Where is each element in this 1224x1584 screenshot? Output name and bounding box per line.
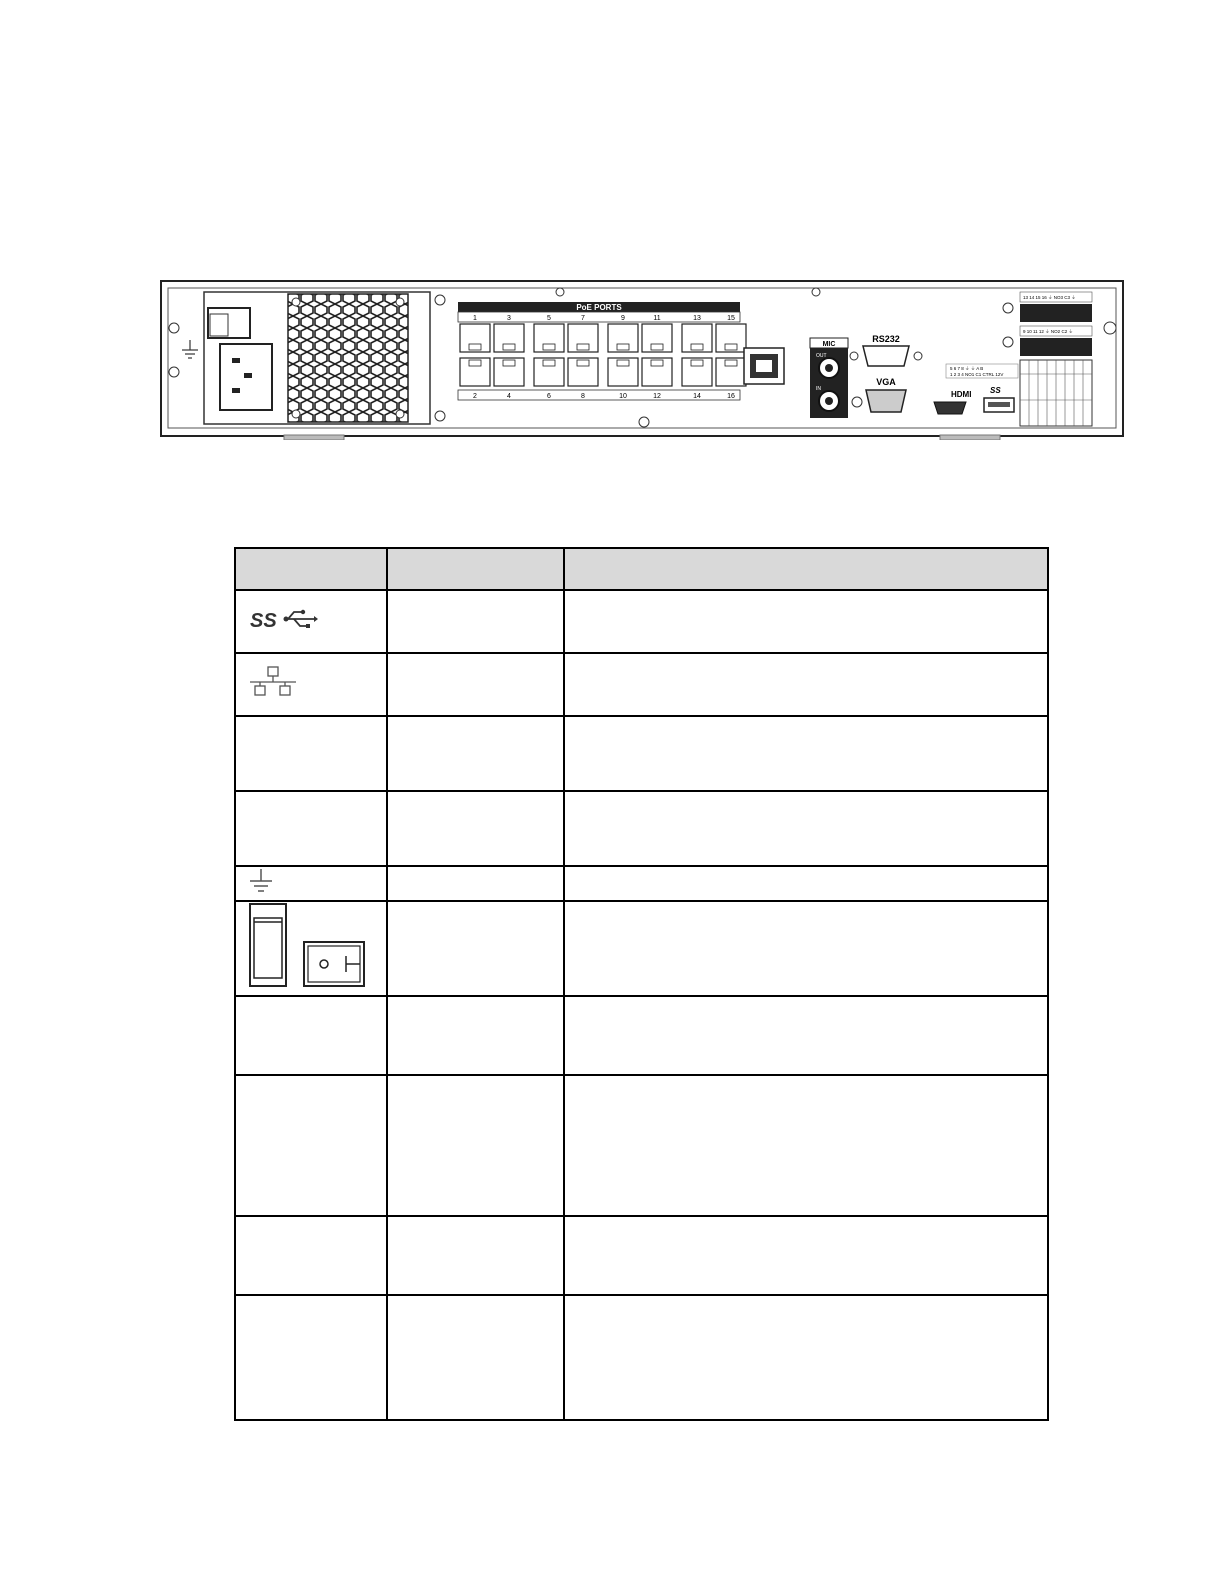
- row-function: [564, 1075, 1048, 1216]
- poe-port-latch: [543, 360, 555, 366]
- poe-port-latch: [469, 344, 481, 350]
- poe-header-label: PoE PORTS: [576, 303, 622, 312]
- poe-port-latch: [577, 344, 589, 350]
- row-function: [564, 1216, 1048, 1295]
- row-port-name: [387, 1216, 564, 1295]
- table-row: [235, 791, 1048, 866]
- poe-port-number-top: 3: [507, 315, 511, 322]
- poe-port-number-bottom: 16: [727, 393, 735, 400]
- table-header-row: [235, 548, 1048, 590]
- poe-port-latch: [503, 344, 515, 350]
- port-spec-table: [234, 547, 1049, 1421]
- row-port-name: [387, 653, 564, 716]
- header-function: [564, 548, 1048, 590]
- table-row: [235, 590, 1048, 653]
- hdmi-port: [934, 402, 966, 414]
- power-switch-icon: [248, 902, 376, 990]
- row-function: [564, 791, 1048, 866]
- poe-port-number-top: 15: [727, 315, 735, 322]
- poe-port-number-bottom: 6: [547, 393, 551, 400]
- poe-port-number-top: 1: [473, 315, 477, 322]
- row-port-name: [387, 590, 564, 653]
- table-row: [235, 1075, 1048, 1216]
- poe-port-number-top: 11: [653, 315, 661, 322]
- mic-out-label: OUT: [816, 353, 827, 359]
- poe-port-latch: [651, 360, 663, 366]
- poe-port-latch: [469, 360, 481, 366]
- row-port-name: [387, 1295, 564, 1420]
- row-function: [564, 866, 1048, 901]
- fan-grille: [288, 294, 408, 422]
- row-icon-cell: [235, 716, 387, 791]
- row-function: [564, 590, 1048, 653]
- table-row: [235, 716, 1048, 791]
- alarm-label-4: 1 2 3 4 NO1 C1 CTRL 12V: [950, 372, 1004, 377]
- table-row: [235, 1295, 1048, 1420]
- row-port-name: [387, 866, 564, 901]
- svg-text:SS: SS: [250, 610, 277, 632]
- table-row: [235, 866, 1048, 901]
- poe-port-latch: [577, 360, 589, 366]
- poe-port-number-bottom: 2: [473, 393, 477, 400]
- poe-port-latch: [725, 360, 737, 366]
- row-icon-cell: [235, 1295, 387, 1420]
- row-icon-cell: [235, 590, 387, 653]
- poe-port-latch: [691, 360, 703, 366]
- rs232-label: RS232: [872, 334, 900, 344]
- ground-icon: [248, 867, 274, 895]
- hdmi-label: HDMI: [951, 390, 972, 399]
- poe-port-latch: [725, 344, 737, 350]
- poe-port-number-top: 9: [621, 315, 625, 322]
- row-icon-cell: [235, 866, 387, 901]
- row-port-name: [387, 1075, 564, 1216]
- poe-port-number-top: 7: [581, 315, 585, 322]
- poe-port-latch: [617, 360, 629, 366]
- mic-label: MIC: [822, 341, 836, 348]
- table-row: [235, 653, 1048, 716]
- vga-port: [866, 390, 906, 412]
- mic-in-label: IN: [816, 386, 821, 392]
- table-row: [235, 901, 1048, 996]
- row-port-name: [387, 791, 564, 866]
- header-port-name: [387, 548, 564, 590]
- row-function: [564, 716, 1048, 791]
- row-port-name: [387, 901, 564, 996]
- alarm-label-3: 5 6 7 8 ⏚ ⏚ A B: [950, 366, 984, 371]
- poe-port-number-top: 5: [547, 315, 551, 322]
- row-function: [564, 901, 1048, 996]
- poe-port-number-bottom: 12: [653, 393, 661, 400]
- header-icon: [235, 548, 387, 590]
- rear-panel-illustration: [160, 280, 1124, 436]
- usb3-icon: [248, 604, 318, 634]
- poe-port-number-bottom: 10: [619, 393, 627, 400]
- rs232-port: [863, 346, 909, 366]
- row-port-name: [387, 716, 564, 791]
- table-row: [235, 996, 1048, 1075]
- row-icon-cell: [235, 901, 387, 996]
- vga-label: VGA: [876, 377, 896, 387]
- usb-label: SS: [990, 386, 1001, 395]
- poe-port-number-bottom: 4: [507, 393, 511, 400]
- poe-port-number-bottom: 14: [693, 393, 701, 400]
- poe-port-number-bottom: 8: [581, 393, 585, 400]
- row-function: [564, 996, 1048, 1075]
- row-port-name: [387, 996, 564, 1075]
- network-icon: [248, 665, 298, 699]
- poe-port-number-top: 13: [693, 315, 701, 322]
- poe-port-latch: [543, 344, 555, 350]
- row-icon-cell: [235, 791, 387, 866]
- row-icon-cell: [235, 653, 387, 716]
- poe-port-latch: [691, 344, 703, 350]
- row-icon-cell: [235, 996, 387, 1075]
- poe-port-latch: [651, 344, 663, 350]
- row-function: [564, 653, 1048, 716]
- poe-port-latch: [503, 360, 515, 366]
- poe-port-latch: [617, 344, 629, 350]
- row-icon-cell: [235, 1075, 387, 1216]
- alarm-terminal-2: [1020, 338, 1092, 356]
- alarm-label-1: 13 14 15 16 ⏚ NO3 C3 ⏚: [1023, 295, 1076, 300]
- alarm-label-2: 9 10 11 12 ⏚ NO2 C2 ⏚: [1023, 329, 1073, 334]
- row-icon-cell: [235, 1216, 387, 1295]
- table-row: [235, 1216, 1048, 1295]
- alarm-terminal-1: [1020, 304, 1092, 322]
- row-function: [564, 1295, 1048, 1420]
